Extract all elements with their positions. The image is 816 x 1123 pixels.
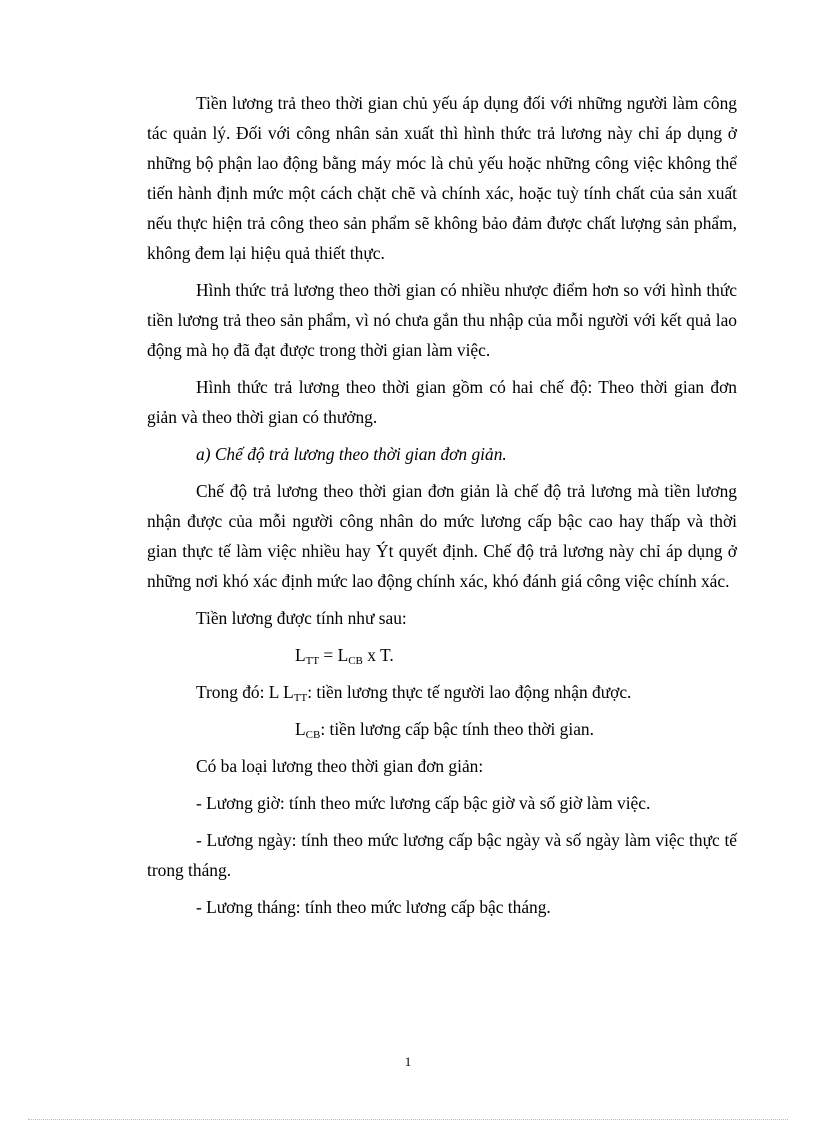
formula-rhs: L — [337, 645, 349, 665]
wage-formula — [147, 640, 737, 670]
definition-grade-wage-subscript: CB — [305, 729, 321, 741]
definition-grade-wage-prefix: L — [295, 719, 306, 739]
definition-actual-wage — [147, 677, 737, 707]
formula-lhs-subscript: TT — [305, 655, 320, 667]
paragraph-types-intro: Có ba loại lương theo thời gian đơn giản: — [196, 756, 484, 776]
definition-grade-wage — [147, 714, 737, 744]
list-item-monthly-wage: - Lương tháng: tính theo mức lương cấp bậc tháng. — [196, 897, 551, 917]
formula-tail: x T. — [362, 645, 394, 665]
section-heading-simple-time: a) Chế độ trả lương theo thời gian đơn giản. — [196, 444, 507, 464]
definition-grade-wage-text: : tiền lương cấp bậc tính theo thời gian. — [320, 719, 594, 739]
footer-divider — [28, 1119, 788, 1120]
list-item-hourly-wage: - Lương giờ: tính theo mức lương cấp bậc giờ và số giờ làm việc. — [196, 793, 651, 813]
definition-actual-wage-prefix: Trong đó: L L — [196, 682, 294, 702]
list-item-daily-wage: - Lương ngày: tính theo mức lương cấp bậc ngày và số ngày làm việc thực tế trong tháng. — [147, 830, 737, 880]
definition-actual-wage-text: : tiền lương thực tế người lao động nhận được. — [307, 682, 632, 702]
formula-lhs: L — [295, 645, 306, 665]
formula-equals: = — [319, 645, 338, 665]
paragraph-time-wage-drawbacks: Hình thức trả lương theo thời gian có nhiều nhược điểm hơn so với hình thức tiền lương trả theo sản phẩm, vì nó chưa gắn thu nhập của mỗi người với kết quả lao động mà họ đã đạt được trong thời gian làm việc. — [147, 280, 737, 360]
formula-rhs-subscript: CB — [348, 655, 363, 667]
definition-actual-wage-subscript: TT — [293, 692, 308, 704]
page-number: 1 — [404, 1054, 412, 1069]
paragraph-time-wage-scope: Tiền lương trả theo thời gian chủ yếu áp dụng đối với những người làm công tác quản lý. Đối với công nhân sản xuất thì hình thức trả lương này chỉ áp dụng ở những bộ phận lao động bằng máy móc là chủ yếu hoặc những công việc không thể tiến hành định mức một cách chặt chẽ và chính xác, hoặc tuỳ tính chất của sản xuất nếu thực hiện trả công theo sản phẩm sẽ không bảo đảm được chất lượng sản phẩm, không đem lại hiệu quả thiết thực. — [147, 93, 737, 263]
paragraph-simple-time-definition: Chế độ trả lương theo thời gian đơn giản là chế độ trả lương mà tiền lương nhận được của mỗi người công nhân do mức lương cấp bậc cao hay thấp và thời gian thực tế làm việc nhiều hay Ýt quyết định. Chế độ trả lương này chỉ áp dụng ở những nơi khó xác định mức lao động chính xác, khó đánh giá công việc chính xác. — [147, 481, 737, 591]
body-text — [147, 88, 737, 922]
paragraph-formula-intro: Tiền lương được tính như sau: — [196, 608, 407, 628]
paragraph-time-wage-regimes: Hình thức trả lương theo thời gian gồm có hai chế độ: Theo thời gian đơn giản và theo thời gian có thưởng. — [147, 377, 737, 427]
